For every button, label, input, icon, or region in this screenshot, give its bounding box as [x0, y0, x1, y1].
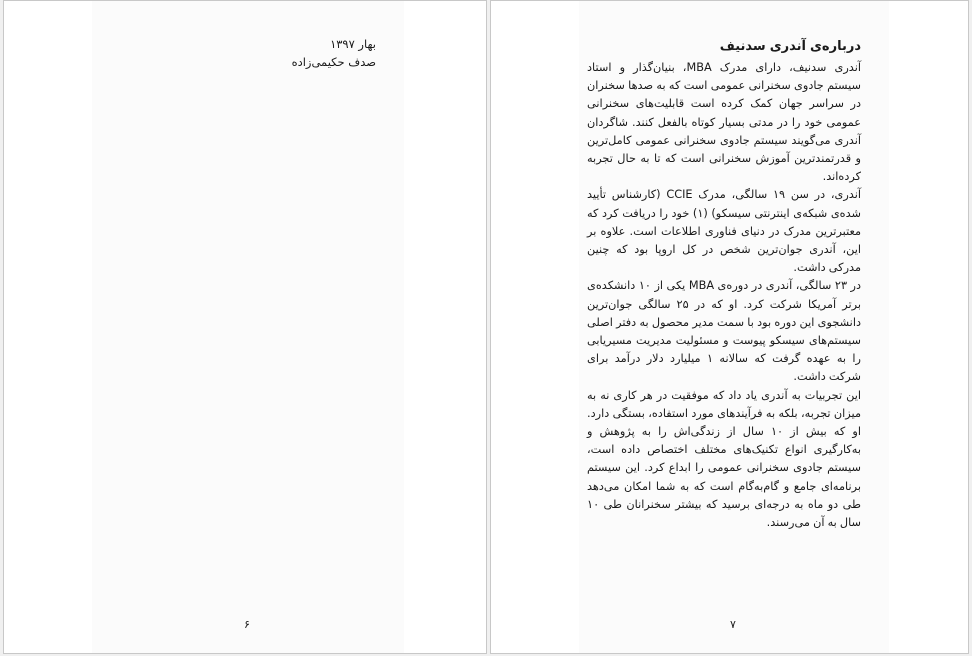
left-page [3, 0, 487, 654]
page-number-right: ۷ [730, 618, 736, 631]
page-content [587, 37, 861, 532]
section-heading: درباره‌ی آندری سدنیف [719, 39, 861, 54]
signature-name: صدف حکیمی‌زاده [291, 55, 376, 69]
paragraph: آندری سدنیف، دارای مدرک MBA، بنیان‌گذار و استاد سیستم جادوی سخنرانی عمومی است که به صدها سخنران در سراسر جهان کمک کرده است قابلیت‌های سخنرانی عمومی خود را در مدتی بسیار کوتاه بالفعل کنند. شاگردان آندری می‌گویند سیستم جادوی سخنرانی عمومی کامل‌ترین و قدرتمندترین آموزش سخنرانی است که تا به حال تجربه کرده‌اند. [587, 61, 861, 184]
page-number-left: ۶ [244, 618, 250, 631]
paragraph: در ۲۳ سالگی، آندری در دوره‌ی MBA یکی از ۱۰ دانشکده‌ی برتر آمریکا شرکت کرد. او که در ۲۵ سالگی جوان‌ترین دانشجوی این دوره بود با سمت مدیر محصول به دفتر اصلی سیستم‌های سیسکو پیوست و مسئولیت مدیریت مسیریابی را به عهده گرفت که سالانه ۱ میلیارد دلار درآمد برای شرکت داشت. [587, 279, 862, 384]
paragraph: این تجربیات به آندری یاد داد که موفقیت در هر کاری نه به میزان تجربه، بلکه به فرآیندهای مورد استفاده، بستگی دارد. او که بیش از ۱۰ سال از زندگی‌اش را به پژوهش و به‌کارگیری انواع تکنیک‌های مختلف اختصاص داده است، سیستم جادوی سخنرانی عمومی را ابداع کرد. این سیستم برنامه‌ای جامع و گام‌به‌گام است که به شما امکان می‌دهد طی دو ماه به درجه‌ای برسید که بیشتر سخنرانان طی ۱۰ سال به آن می‌رسند. [587, 388, 861, 530]
right-page [490, 0, 969, 654]
signature-date: بهار ۱۳۹۷ [330, 37, 376, 51]
left-text-area [92, 1, 404, 653]
signature-block [292, 35, 376, 71]
paragraph: آندری، در سن ۱۹ سالگی، مدرک CCIE (کارشناس تأیید شده‌ی شبکه‌ی اینترنتی سیسکو) (۱) خود را دریافت کرد که معتبرترین مدرک در دنیای فناوری اطلاعات است. علاوه بر این، آندری جوان‌ترین شخص در کل اروپا بود که چنین مدرکی داشت. [587, 188, 861, 275]
